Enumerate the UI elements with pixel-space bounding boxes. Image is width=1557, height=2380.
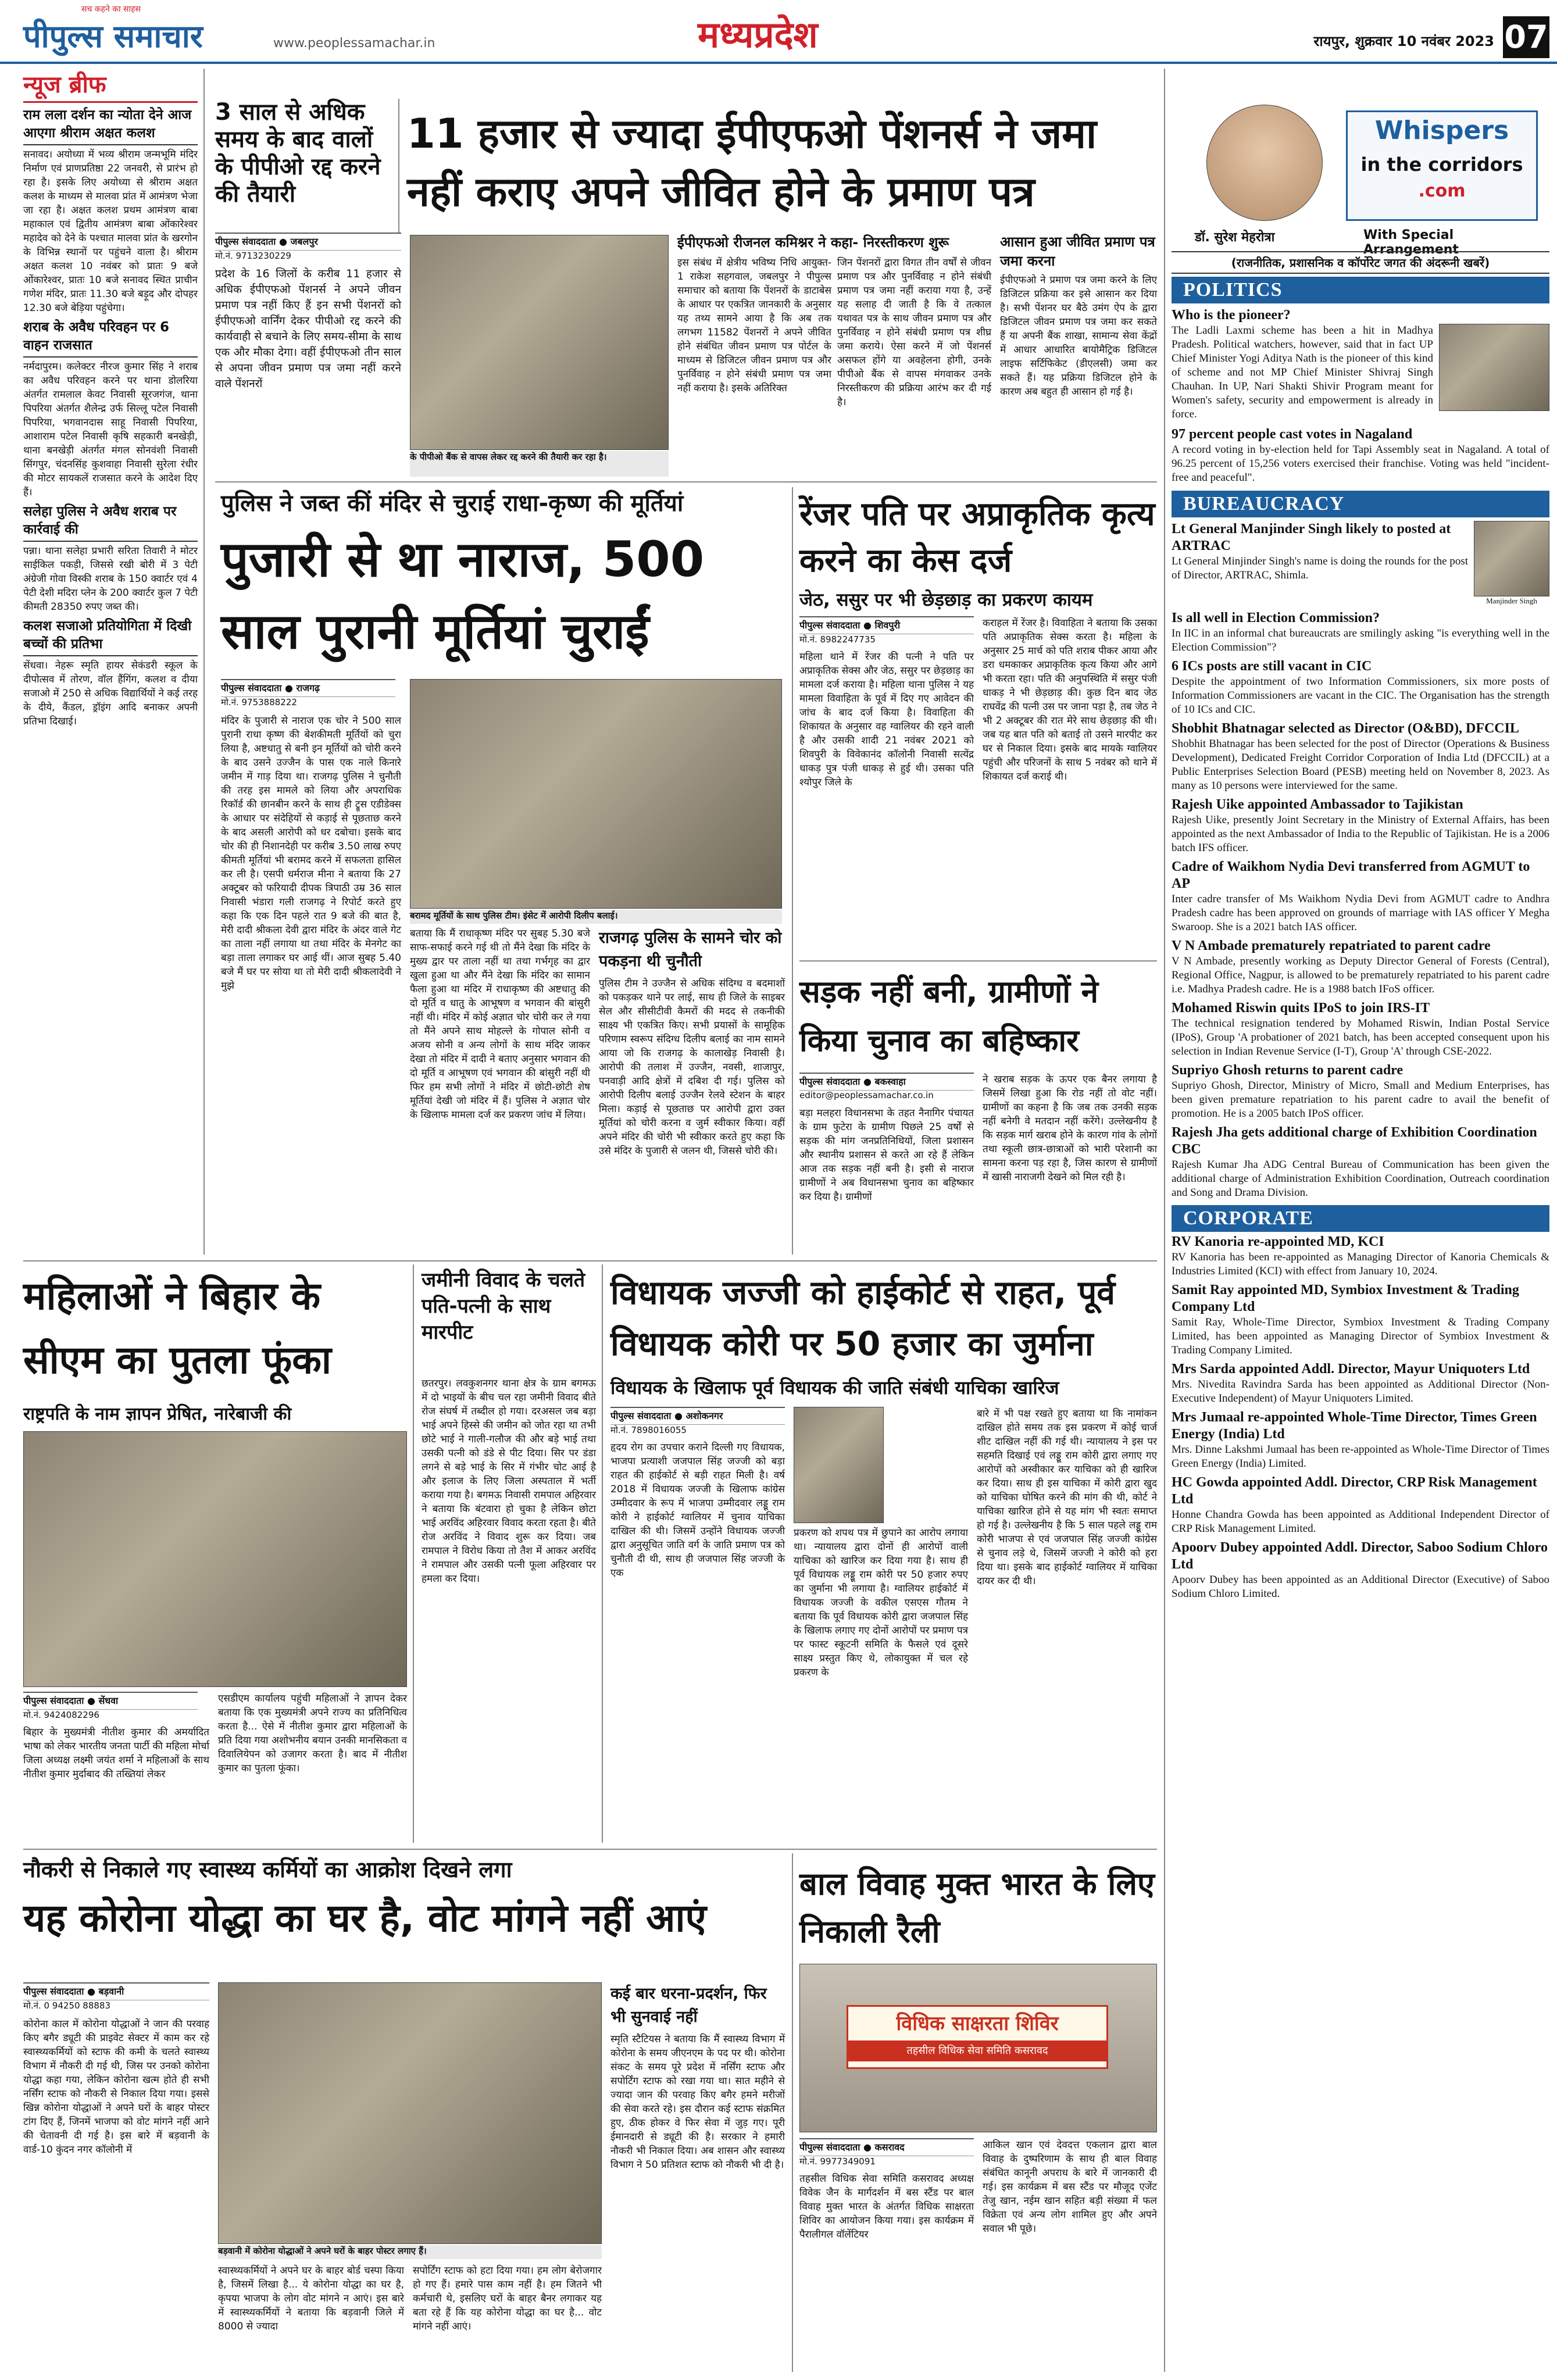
- whisper-body: The technical resignation tendered by Mohamed Riswin, Indian Postal Service (IPoS), Group 'A probationer of 2021 batch, has been accepted consequent upon his selection in Indian Revenue Service (I-T), Group 'A' through CSE-2022.: [1172, 1017, 1549, 1057]
- story8-photo-caption: बड़वानी में कोरोना योद्धाओं ने अपने घरों के बाहर पोस्टर लगाए हैं।: [218, 2245, 602, 2259]
- story5-byline: पीपुल्स संवाददाता ● सेंधवा: [23, 1692, 198, 1710]
- whisper-title: Supriyo Ghosh returns to parent cadre: [1172, 1063, 1404, 1078]
- brief-item: [23, 106, 201, 315]
- whisper-item: [1172, 795, 1549, 857]
- story4-headline: सड़क नहीं बनी, ग्रामीणों ने किया चुनाव का बहिष्कार: [799, 974, 1099, 1059]
- story2-photo: [410, 679, 782, 909]
- section-bar-bureaucracy: BUREAUCRACY: [1172, 491, 1549, 517]
- story5-deck: राष्ट्रपति के नाम ज्ञापन प्रेषित, नारेबाजी की: [23, 1404, 292, 1424]
- story2-subhead: राजगढ़ पुलिस के सामने चोर को पकड़ना थी चुनौती: [599, 929, 782, 970]
- whisper-title: V N Ambade prematurely repatriated to parent cadre: [1172, 938, 1491, 953]
- section-corporate: [1172, 1205, 1549, 1603]
- whisper-item: [1172, 857, 1549, 936]
- brief-body: सेंधवा। नेहरू स्मृति हायर सेकंडरी स्कूल के दीपोत्सव में तोरण, वॉल हैंगिंग, कलश व दीया सजाओ में 250 से अधिक विद्यार्थियों ने कई तरह के दीये, कैंडल, ड्रॉइंग आदि बनाकर अपनी प्रतिभा दिखाई।: [23, 660, 201, 727]
- story8-mobile: मो.नं. 0 94250 88883: [23, 2000, 110, 2011]
- story8-byline: पीपुल्स संवाददाता ● बड़वानी: [23, 1982, 209, 2000]
- story7-photo: [794, 1407, 884, 1523]
- story7-col2: प्रकरण को शपथ पत्र में छुपाने का आरोप लगाया था। न्यायालय द्वारा दोनों ही आरोपों वाली याचिका को खारिज कर दिया गया है। साथ ही पूर्व विधायक लड्डू राम कोरी पर 50 हजार रुपए का जुर्माना भी लगाया है। ग्वालियर हाईकोर्ट में विधायक जज्जी के वकील एसएस गौतम ने बताया कि पूर्व विधायक कोरी द्वारा जजपाल सिंह के खिलाफ लगाए गए दोनों आरोपों पर प्रमाण पत्र पर फास्ट स्कूटनी समिति के फैसले एवं दूसरे साक्ष्य प्रस्तुत किए थे, लोकायुक्त में चल रहे प्रकरण के: [794, 1527, 972, 1678]
- whisper-body: Despite the appointment of two Information Commissioners, six more posts of Information Commissioners are vacant in the CIC. The Organisation has the strength of 10 ICs and CIC.: [1172, 676, 1549, 716]
- story8-kicker: नौकरी से निकाले गए स्वास्थ्य कर्मियों का आक्रोश दिखने लगा: [23, 1857, 512, 1882]
- masthead: [0, 0, 1557, 64]
- whisper-body: Inter cadre transfer of Ms Waikhom Nydia Devi from AGMUT cadre to Andhra Pradesh cadre has been approved on grounds of marriage with IAS officer Y Megha Swaroop. She is a 2021 batch IAS officer.: [1172, 893, 1549, 933]
- whisper-title: HC Gowda appointed Addl. Director, CRP Risk Management Ltd: [1172, 1475, 1537, 1507]
- story1-col1: इस संबंध में क्षेत्रीय भविष्य निधि आयुक्त- 1 राकेश सहगवाल, जबलपुर ने पीपुल्स समाचार को बताया कि पेंशनरों के डाटाबेस के आधार पर एकत्रित जानकारी के अनुसार यह तथ्य सामने आया है कि अब तक लगभग 11582 पेंशनरों ने अपने जीवित होने संबंधित जीवन प्रमाण पत्र पोर्टल के माध्यम से डिजिटल जीवन प्रमाण पत्र और पुनर्विवाह न होने संबंधी प्रमाण पत्र जमा नहीं कराया है। इसके अतिरिक्त: [677, 257, 835, 394]
- story2-photo-caption: बरामद मूर्तियों के साथ पुलिस टीम। इंसेट में आरोपी दिलीप बलाई।: [410, 910, 782, 924]
- whisper-title: Is all well in Election Commission?: [1172, 610, 1380, 626]
- section-bar-politics: POLITICS: [1172, 277, 1549, 303]
- story9-mobile: मो.नं. 9977349091: [799, 2156, 876, 2167]
- story1-col3: ईपीएफओ ने प्रमाण पत्र जमा करने के लिए डिजिटल प्रक्रिया कर इसे आसान कर दिया है। सभी पेंशनर घर बैठे उमंग ऐप के द्वारा डिजिटल जीवन प्रमाण पत्र जमा कर सकते हैं या अपनी बैंक शाखा, सामान्य सेवा केंद्रों में आधार आधारित बायोमैट्रिक डिजिटल लाइफ सर्टिफिकेट (डीएलसी) जमा कर सकते हैं। यह प्रक्रिया डिजिटल होने के कारण अब बहुत ही आसान हो गई है।: [1000, 274, 1160, 398]
- whisper-title: Cadre of Waikhom Nydia Devi transferred from AGMUT to AP: [1172, 859, 1530, 891]
- story8-headline: यह कोरोना योद्धा का घर है, वोट मांगने नहीं आएं: [23, 1896, 706, 1941]
- dateline: रायपुर, शुक्रवार 10 नवंबर 2023: [1313, 33, 1494, 49]
- section-politics: [1172, 277, 1549, 487]
- whisper-title: Apoorv Dubey appointed Addl. Director, Saboo Sodium Chloro Ltd: [1172, 1540, 1548, 1572]
- brand-logo: पीपुल्स समाचार: [23, 18, 203, 55]
- whisper-title: RV Kanoria re-appointed MD, KCI: [1172, 1234, 1384, 1249]
- story2-headline: पुजारी से था नाराज, 500 साल पुरानी मूर्तियां चुराईं: [221, 531, 705, 660]
- story4-col2: ने खराब सड़क के ऊपर एक बैनर लगाया है जिसमें लिखा हुआ कि रोड नहीं तो वोट नहीं। ग्रामीणों का कहना है कि जब तक उनकी सड़क नहीं बनेगी वे मतदान नहीं करेंगे। उल्लेखनीय है कि सड़क मार्ग खराब होने के कारण गांव के लोगों तथा स्कूली छात्र-छात्राओं को भारी परेशानी का सामना करना पड़ रहा है, जिस कारण से ग्रामीणों में खासी नाराजगी देखने को मिल रही है।: [983, 1074, 1160, 1183]
- whisper-item: [1172, 1232, 1549, 1280]
- story1-byline: पीपुल्स संवाददाता ● जबलपुर: [215, 233, 401, 251]
- story1-subhead2: आसान हुआ जीवित प्रमाण पत्र जमा करना: [1000, 234, 1155, 269]
- whisper-title: Mrs Jumaal re-appointed Whole-Time Director, Times Green Energy (India) Ltd: [1172, 1410, 1537, 1442]
- whisper-body: Mrs. Dinne Lakshmi Jumaal has been re-appointed as Whole-Time Director of Times Green Energy (India) Limited.: [1172, 1443, 1549, 1470]
- story5-headline: महिलाओं ने बिहार के सीएम का पुतला फूंका: [23, 1274, 332, 1382]
- story7-col1: हृदय रोग का उपचार कराने दिल्ली गए विधायक, भाजपा प्रत्याशी जजपाल सिंह जज्जी को बड़ा राहत की हाईकोर्ट से बड़ी राहत मिली है। वर्ष 2018 में विधायक जज्जी के खिलाफ कांग्रेस उम्मीदवार के रूप में भाजपा उम्मीदवार लड्डू राम कोरी ने हाईकोर्ट ग्वालियर में चुनाव याचिका दाखिल की थी। जिसमें उन्होंने विधायक जज्जी द्वारा अनुसूचित जाति वर्ग के जाति प्रमाण पत्र को चुनौती दी थी, साथ ही जजपाल सिंह जज्जी के एक: [610, 1442, 788, 1579]
- story2-kicker: पुलिस ने जब्त कीं मंदिर से चुराई राधा-कृष्ण की मूर्तियां: [221, 490, 684, 517]
- whisper-body: [1172, 324, 1549, 421]
- story1-headline: 11 हजार से ज्यादा ईपीएफओ पेंशनर्स ने जमा नहीं कराए अपने जीवित होने के प्रमाण पत्र: [407, 110, 1097, 216]
- whisper-body: Rajesh Kumar Jha ADG Central Bureau of Communication has been given the additional charge of Administration Exhibition Coordination, Outreach coordination and Song and Drama Division.: [1172, 1159, 1549, 1199]
- banner-subtitle: तहसील विधिक सेवा समिति कसरावद: [848, 2040, 1106, 2061]
- whisper-title: Mrs Sarda appointed Addl. Director, Mayur Uniquoters Ltd: [1172, 1361, 1530, 1377]
- story7-mobile: मो.नं. 7898016055: [610, 1425, 687, 1435]
- news-brief-label: न्यूज ब्रीफ: [23, 69, 198, 103]
- whisper-title: Lt General Manjinder Singh likely to posted at ARTRAC: [1172, 521, 1451, 553]
- section-bar-corporate: CORPORATE: [1172, 1205, 1549, 1232]
- story8-col1: कोरोना काल में कोरोना योद्धाओं ने जान की परवाह किए बगैर ड्यूटी की प्राइवेट सेक्टर में काम कर रहे स्वास्थ्यकर्मियों को स्टाफ की कमी के चलते स्वास्थ्य विभाग में नौकरी दी गई थी, जिस पर उनको कोरोना योद्धा कहा गया, लेकिन कोरोना खत्म होते ही सभी नर्सिंग स्टाफ को नौकरी से निकाल दिया गया। इससे खिन्न कोरोना योद्धाओं ने अपने घरों के बाहर पोस्टर टांग दिए हैं, जिनमें भाजपा को वोट मांगने नहीं आने की चेतावनी दी गई है। इस बारे में बड़वानी के वार्ड-10 कुंदन नगर कॉलोनी में: [23, 2018, 213, 2156]
- brief-item: [23, 503, 201, 614]
- whisper-title: Mohamed Riswin quits IPoS to join IRS-IT: [1172, 1000, 1430, 1016]
- whisper-body: RV Kanoria has been re-appointed as Managing Director of Kanoria Chemicals & Industries Limited (KCI) with effect from January 10, 2024.: [1172, 1251, 1549, 1277]
- banner-title: विधिक साक्षरता शिविर: [896, 2012, 1059, 2035]
- whisper-body: Samit Ray, Whole-Time Director, Symbiox Investment & Trading Company Limited, has been appointed as Managing Director of Symbiox Investment & Trading Company Limited.: [1172, 1316, 1549, 1356]
- story1-body: प्रदेश के 16 जिलों के करीब 11 हजार से अधिक ईपीएफओ पेंशनर्स ने अपने जीवन प्रमाण पत्र नहीं किए हैं इन सभी पेंशनरों को ईपीएफओ वार्निंग देकर पीपीओ रद्द करने की कार्यवाही से बचाने के लिए समय-सीमा के साथ एक और मौका देगा। वहीं ईपीएफओ तीन साल से अपना जीवन प्रमाण पत्र जमा नहीं करने वाले पेंशनरों: [215, 267, 405, 390]
- story2-byline: पीपुल्स संवाददाता ● राजगढ़: [221, 679, 395, 697]
- brand-tagline: सच कहने का साहस: [81, 5, 141, 14]
- page-number: 07: [1503, 16, 1549, 58]
- whisper-title: Rajesh Uike appointed Ambassador to Tajikistan: [1172, 797, 1463, 812]
- whisper-title: Who is the pioneer?: [1172, 308, 1291, 323]
- whisper-body: Lt General Minjinder Singh's name is doing the rounds for the post of Director, ARTRAC, Shimla.: [1172, 555, 1468, 581]
- whisper-body: Mrs. Nivedita Ravindra Sarda has been appointed as Additional Director (Non-Executive Independent) of Mayur Uniquoters Limited.: [1172, 1378, 1549, 1405]
- story2-mobile: मो.नं. 9753888222: [221, 697, 297, 707]
- story2-col3: पुलिस टीम ने उज्जैन से अधिक संदिग्ध व बदमाशों को पकड़कर थाने पर लाई, साथ ही जिले के साइबर सेल और सीसीटीवी कैमरों की मदद से तकनीकी साक्ष्य भी एकत्रित किए। सभी प्रयासों के सामूहिक परिणाम स्वरूप संदिग्ध दिलीप बलाई का नाम सामने आया जो कि राजगढ़ के कालाखेड़ निवासी है। आरोपी की तलाश में उज्जैन, नवसी, शाजापुर, पनवाड़ी आदि क्षेत्रों में दबिश दी गई। पुलिस को आरोपी दिलीप बलाई उज्जैन रेलवे स्टेशन के बाहर मिला। कड़ाई से पूछताछ पर आरोपी द्वारा उक्त मूर्तियां को चोरी करना व जुर्म स्वीकार किया। वहीं अपने मंदिर की चोरी भी स्वीकार करते हुए कहा कि उसे मंदिर के पुजारी से जलन थी, जिससे चोरी की।: [599, 978, 788, 1157]
- section-title: मध्यप्रदेश: [698, 13, 818, 56]
- special-arrangement: With Special Arrangement: [1363, 228, 1459, 257]
- whisper-title: 97 percent people cast votes in Nagaland: [1172, 427, 1413, 442]
- story1-photo-caption: के पीपीओ बैंक से वापस लेकर रद्द करने की तैयारी कर रहा है।: [410, 451, 669, 477]
- story1-col2: जिन पेंशनरों द्वारा विगत तीन वर्षों से जीवन प्रमाण पत्र और पुनर्विवाह न होने संबंधी प्रमाण पत्र जमा नहीं कराया गया है, उन्हें यह सलाह दी जाती है कि वे तत्काल यथावत पत्र के साथ जीवन प्रमाण पत्र और पुनर्विवाह न होने संबंधी प्रमाण पत्र शीघ्र जमा कराये। ऐसा करने में जो पेंशनर्स असफल होंगे या अवहेलना होगी, उनके पीपीओ बैंक से वापस मंगवाकर उनके निरस्तीकरण की प्रक्रिया आरंभ कर दी गई है।: [837, 257, 995, 408]
- story8-photo: [218, 1982, 602, 2244]
- logo-line1: Whispers: [1374, 116, 1509, 145]
- columnist-photo: [1206, 105, 1323, 221]
- whisper-body-text: The Ladli Laxmi scheme has been a hit in Madhya Pradesh. Political watchers, however, said that in fact UP Chief Minister Yogi Aditya Nath is the pioneer of this kind of scheme and not MP Chief Minister Shivraj Singh Chauhan. In UP, Nari Shakti Shivir Program meant for Women's safety, security and empowerment is already in force.: [1172, 324, 1433, 420]
- story4-col1: बड़ा मलहरा विधानसभा के तहत नैनागिर पंचायत के ग्राम फुटेरा के ग्रामीण पिछले 25 वर्षों से सड़क की मांग जनप्रतिनिधियों, जिला प्रशासन और स्थानीय प्रशासन से करते आ रहे हैं लेकिन आज तक सड़क नहीं बनी है। इसी से नाराज ग्रामीणों ने अब विधानसभा चुनाव का बहिष्कार कर दिया है। ग्रामीणों: [799, 1107, 977, 1203]
- whisper-item: [1172, 1359, 1549, 1407]
- brief-body: सनावद। अयोध्या में भव्य श्रीराम जन्मभूमि मंदिर निर्माण एवं प्राणप्रतिष्ठा 22 जनवरी, से प्रारंभ हो रहा है। इसके लिए अयोध्या से श्रीराम अक्षत कलश के माध्यम से मालवा प्रांत में आमंत्रण भेजा जा रहा है। अक्षत कलश प्रथम आमंत्रण बाबा महाकाल एवं द्वितीय आमंत्रण बाबा ओंकारेश्वर महादेव को देने के पश्चात मालवा प्रांत के खरगोन के विभिन्न स्थानों पर पहुंचने वाला है। श्रीराम अक्षत कलश 10 नवंबर को प्रातः 9 बजे ओंकारेश्वर, प्रातः 10 बजे सनावद स्थित प्राचीन गणेश मंदिर, प्रातः 11.30 बजे बड़ूद और दोपहर 12.30 बजे बेड़िया पहुंचेगा।: [23, 149, 201, 314]
- whisper-body: Honne Chandra Gowda has been appointed as Additional Independent Director of CRP Risk Management Limited.: [1172, 1509, 1549, 1535]
- brief-body: नर्मदापुरम। कलेक्टर नीरज कुमार सिंह ने शराब का अवैध परिवहन करने पर थाना डोलरिया अंतर्गत रामलाल केवट निवासी सूरजगंज, थाना पिपरिया अंतर्गत शैलेन्द्र उर्फ सिल्लू पटेल निवासी पिपरिया, भगवानदास साहू निवासी पिपरिया, आशाराम पटेल निवासी कृषि सहकारी बनखेड़ी, थाना बनखेड़ी अंतर्गत मंगल सोनवंशी निवासी सिंगपुर, चंदनसिंह कुशवाहा निवासी सुरेला रंधीर की मोटर सायकलें राजसात करने के आदेश दिए हैं।: [23, 361, 201, 498]
- whisper-body: A record voting in by-election held for Tapi Assembly seat in Nagaland. A total of 96.25 percent of 15,256 voters exercised their franchise. Voting was held "incident-free and peaceful".: [1172, 444, 1549, 484]
- news-brief-column: [23, 69, 201, 1255]
- whisper-item: [1172, 936, 1549, 998]
- whisper-body: In IIC in an informal chat bureaucrats are smilingly asking "is everything well in the Election Commission"?: [1172, 627, 1549, 653]
- whisper-title: Samit Ray appointed MD, Symbiox Investment & Trading Company Ltd: [1172, 1282, 1519, 1314]
- manjinder-singh-photo: [1474, 521, 1549, 596]
- site-url[interactable]: www.peoplessamachar.in: [273, 36, 435, 51]
- whisper-item: [1172, 1060, 1549, 1123]
- story8-col2: स्वास्थ्यकर्मियों ने अपने घर के बाहर बोर्ड चस्पा किया है, जिसमें लिखा है... ये कोरोना योद्धा का घर है, कृपया भाजपा के लोग वोट मांगने न आएं। इस बारे में स्वास्थ्यकर्मियों ने बताया कि बड़वानी जिले में 8000 से ज्यादा: [218, 2265, 408, 2332]
- whisper-title: 6 ICs posts are still vacant in CIC: [1172, 659, 1372, 674]
- story5-col2: एसडीएम कार्यालय पहुंची महिलाओं ने ज्ञापन देकर बताया कि एक मुख्यमंत्री अपने राज्य का प्रतिनिधित्व करता है... ऐसे में नीतीश कुमार द्वारा महिलाओं के प्रति दिया गया अशोभनीय बयान उनकी मानसिकता व दिवालियेपन को उजागर करता है। बाद में नीतीश कुमार का पुतला फूंका।: [218, 1693, 410, 1774]
- whisper-title: Shobhit Bhatnagar selected as Director (O&BD), DFCCIL: [1172, 721, 1519, 736]
- whisper-item: [1172, 998, 1549, 1060]
- whispers-logo: [1346, 110, 1538, 221]
- story5-mobile: मो.नं. 9424082296: [23, 1710, 99, 1720]
- photo-label: Manjinder Singh: [1486, 596, 1537, 605]
- story3-headline: रेंजर पति पर अप्राकृतिक कृत्य करने का केस दर्ज: [799, 495, 1155, 580]
- logo-line2: in the corridors: [1360, 153, 1523, 176]
- story3-col1: महिला थाने में रेंजर की पत्नी ने पति पर अप्राकृतिक सेक्स और जेठ, ससुर पर छेड़छाड़ का मामला दर्ज कराया है। महिला थाना पुलिस ने यह मामला विवाहिता के पूर्व में दिए गए आवेदन की जांच के बाद दर्ज किया है। विवाहिता की शिकायत के अनुसार वह ग्वालियर की रहने वाली है और उसकी शादी 21 नवंबर 2021 को शिवपुरी के विवेकानंद कॉलोनी निवासी सत्येंद्र धाकड़ पुत्र पंजी धाकड़ से हुई थी। उसका पति श्योपुर जिले के: [799, 651, 977, 788]
- story6-headline: जमीनी विवाद के चलते पति-पत्नी के साथ मारपीट: [422, 1268, 585, 1344]
- brief-title: कलश सजाओ प्रतियोगिता में दिखी बच्चों की प्रतिभा: [23, 617, 198, 656]
- whisper-item: [1172, 719, 1549, 795]
- politics-photo: [1439, 324, 1549, 411]
- whisper-body: Shobhit Bhatnagar has been selected for the post of Director (Operations & Business Development), Dedicated Freight Corridor Corporation of India Ltd (DFCCIL) at a Public Enterprises Selection Board (PESB) meeting held on November 8, 2023. As many as 10 persons were interviewed for the same.: [1172, 738, 1549, 792]
- story1-subhead1: ईपीएफओ रीजनल कमिश्नर ने कहा- निरस्तीकरण शुरू: [677, 234, 949, 251]
- whisper-body: Supriyo Ghosh, Director, Ministry of Micro, Small and Medium Enterprises, has been given premature repatriation to his parent cadre to avail the benefit of promotion. He is a 2005 batch IPoS officer.: [1172, 1080, 1549, 1120]
- story1-kicker: 3 साल से अधिक समय के बाद वालों के पीपीओ रद्द करने की तैयारी: [215, 99, 381, 208]
- whisper-item: [1172, 656, 1549, 719]
- brief-title: शराब के अवैध परिवहन पर 6 वाहन राजसात: [23, 319, 198, 358]
- story9-headline: बाल विवाह मुक्त भारत के लिए निकाली रैली: [799, 1866, 1155, 1950]
- whispers-body: [1172, 277, 1549, 2370]
- story8-col3: सपोर्टिंग स्टाफ को हटा दिया गया। हम लोग बेरोजगार हो गए हैं। हमारे पास काम नहीं है। हम जितने भी कर्मचारी थे, इसलिए घरों के बाहर बैनर लगाकर यह बता रहे हैं कि यह कोरोना योद्धा का घर है... वोट मांगने नहीं आएं।: [413, 2265, 605, 2332]
- whisper-item: [1172, 608, 1549, 656]
- story8-subhead: कई बार धरना-प्रदर्शन, फिर भी सुनवाई नहीं: [610, 1985, 767, 2026]
- story3-deck: जेठ, ससुर पर भी छेड़छाड़ का प्रकरण कायम: [799, 589, 1093, 610]
- whisper-body: Rajesh Uike, presently Joint Secretary in the Ministry of External Affairs, has been appointed as the next Ambassador of India to the Republic of Tajikistan. He is a 2006 batch IFS officer.: [1172, 814, 1549, 854]
- whisper-item: [1172, 1123, 1549, 1202]
- story3-byline: पीपुल्स संवाददाता ● शिवपुरी: [799, 616, 974, 634]
- section-bureaucracy: [1172, 491, 1549, 1202]
- story1-photo: [410, 235, 669, 450]
- whisper-item: [1172, 1280, 1549, 1359]
- story7-headline: विधायक जज्जी को हाईकोर्ट से राहत, पूर्व विधायक कोरी पर 50 हजार का जुर्माना: [610, 1274, 1116, 1363]
- story5-photo: [23, 1431, 407, 1687]
- story7-deck: विधायक के खिलाफ पूर्व विधायक की जाति संबंधी याचिका खारिज: [610, 1377, 1059, 1399]
- story9-col1: तहसील विधिक सेवा समिति कसरावद अध्यक्ष विवेक जैन के मार्गदर्शन में बस स्टैंड पर बाल विवाह मुक्त भारत के अंतर्गत विधिक साक्षरता शिविर का आयोजन किया गया। इस कार्यक्रम में पैरालीगल वॉलेंटियर: [799, 2173, 977, 2240]
- story4-email[interactable]: editor@peoplessamachar.co.in: [799, 1090, 934, 1100]
- rally-banner: [847, 2005, 1108, 2069]
- story8-col4: स्मृति स्टैटियस ने बताया कि मैं स्वास्थ्य विभाग में कोरोना के समय जीएनएम के पद पर थी। कोरोना संकट के समय पूरे प्रदेश में नर्सिंग स्टाफ और सपोर्टिंग स्टाफ को रखा गया था। सात महीने से ज्यादा जान की परवाह किए बगैर हमने मरीजों की सेवा करते रहे। इस दौरान कई स्टाफ संक्रमित हुए, ठीक होकर वे फिर सेवा में जुड़ गए। पूरी ईमानदारी से ड्यूटी की है। सरकार ने हमारी नौकरी भी निकाल दिया। अब शासन और स्वास्थ्य विभाग ने 50 प्रतिशत स्टाफ को नौकरी भी दी है।: [610, 2034, 788, 2171]
- whisper-item: [1172, 1473, 1549, 1538]
- story7-byline: पीपुल्स संवाददाता ● अशोकनगर: [610, 1407, 785, 1425]
- brief-item: [23, 319, 201, 499]
- story4-byline: पीपुल्स संवाददाता ● बकस्वाहा: [799, 1073, 974, 1091]
- whisper-title: Rajesh Jha gets additional charge of Exhibition Coordination CBC: [1172, 1125, 1537, 1157]
- story5-col1: बिहार के मुख्यमंत्री नीतीश कुमार की अमर्यादित भाषा को लेकर भारतीय जनता पार्टी की महिला मोर्चा जिला अध्यक्ष लक्ष्मी जयंत शर्मा ने महिलाओं के साथ नीतीश कुमार मुर्दाबाद की तख्तियां लेकर: [23, 1727, 213, 1780]
- story2-col2: बताया कि मैं राधाकृष्ण मंदिर पर सुबह 5.30 बजे साफ-सफाई करने गई थी तो मैंने देखा कि मंदिर के मुख्य द्वार पर ताला नहीं था तथा गर्भगृह का द्वार खुला हुआ था और मैंने देखा कि मंदिर का सामान फैला हुआ था मंदिर में राधाकृष्ण की अष्टधातु की दो मूर्ति व धातु के आभूषण व भगवान की बांसुरी नहीं थी। मंदिर में कोई अज्ञात चोर चोरी कर ले गया तो मैंने अपने साथ मोहल्ले के गोपाल सोनी व अजय सोनी व अन्य लोगों के साथ मंदिर जाकर देखा तो मंदिर में दादी ने बताए अनुसार भगवान की दो मूर्ति व आभूषण एवं भगवान की बांसुरी नहीं थी फिर हम सभी लोगों ने मंदिर में छोटी-छोटी शेष मूर्तियां देखी जो मंदिर में हैं। पुलिस ने अज्ञात चोर के खिलाफ मामला दर्ज कर प्रकरण जांच में लिया।: [410, 928, 594, 1121]
- whispers-tagline: (राजनीतिक, प्रशासनिक व कॉर्पोरेट जगत की अंदरूनी खबरें): [1172, 251, 1549, 274]
- whisper-item: [1172, 1407, 1549, 1473]
- columnist-name: डॉ. सुरेश मेहरोत्रा: [1195, 230, 1275, 245]
- story9-byline: पीपुल्स संवाददाता ● कसरावद: [799, 2138, 974, 2156]
- logo-line3: .com: [1418, 181, 1466, 201]
- brief-title: सलेहा पुलिस ने अवैध शराब पर कार्रवाई की: [23, 503, 198, 542]
- whisper-item: [1172, 517, 1549, 608]
- brief-body: पन्ना। थाना सलेहा प्रभारी सरिता तिवारी ने मोटर साईकिल पकड़ी, जिससे रखी बोरी में 3 पेटी अंग्रेजी गोवा विस्की शराब के 150 क्वार्टर एवं 4 पेटी देशी मदिरा प्लेन के 200 क्वार्टर कुल 7 पेटी कीमती 28350 रुपए जब्त की।: [23, 545, 201, 613]
- whisper-body: Apoorv Dubey has been appointed as an Additional Director (Executive) of Saboo Sodium Chloro Limited.: [1172, 1574, 1549, 1600]
- story6-body: छतरपुर। लवकुशनगर थाना क्षेत्र के ग्राम बगमऊ में दो भाइयों के बीच चल रहा जमीनी विवाद बीते रोज संघर्ष में तब्दील हो गया। दरअसल जब बड़ा भाई अपने हिस्से की जमीन को जोत रहा था तभी छोटे भाई ने गाली-गलौज की और बड़े भाई तथा उसकी पत्नी को डंडे से पीट दिया। सिर पर डंडा लगने से बड़े भाई के सिर में गंभीर चोट आई है और इलाज के लिए जिला अस्पताल में भर्ती कराया गया है। बगमऊ निवासी रामपाल अहिरवार ने बताया कि बंटवारा हो चुका है लेकिन छोटा भाई अरविंद अहिरवार विवाद करता रहता है। बीते रोज अरविंद ने विवाद शुरू कर दिया। जब रामपाल ने विरोध किया तो तैश में आकर अरविंद ने रामपाल और उसकी पत्नी फूला अहिरवार पर हमला कर दिया।: [422, 1378, 599, 1585]
- whisper-body: V N Ambade, presently working as Deputy Director General of Forests (Central), Regional Office, Nagpur, is allowed to be prematurely repatriated to his parent cadre i.e. Madhya Pradesh cadre. He is a 1988 batch IFoS officer.: [1172, 955, 1549, 995]
- story9-col2: आकिल खान एवं देवदत्त एकलान द्वारा बाल विवाह के दुष्परिणाम के साथ ही बाल विवाह संबंधित कानूनी अपराध के बारे में जानकारी दी गई। इस कार्यक्रम में बस स्टैंड पर मौजूद एजेंट तेजु खान, नईम खान सहित बड़ी संख्या में फल विक्रेता एवं अन्य लोग शामिल हुए और अपने सवाल भी पूछे।: [983, 2139, 1160, 2235]
- whispers-column: [1172, 99, 1549, 2372]
- story3-col2: कराहल में रेंजर है। विवाहिता ने बताया कि उसका पति अप्राकृतिक सेक्स करता है। महिला के अनुसार 25 मार्च को पति शराब पीकर आया और डरा धमकाकर अप्राकृतिक कृत्य किया और आगे भी करता रहा। पति की अनुपस्थिति में ससुर पंजी धाकड़ ने भी छेड़छाड़ की। कुछ दिन बाद जेठ राघवेंद्र की पत्नी उस पर जाना पड़ा है, तब जेठ ने भी 2 अक्टूबर की रात मेरे साथ छेड़छाड़ की थी। जब यह बात पति को बताई तो उसने मारपीट कर घर से निकाल दिया। इसके बाद मायके ग्वालियर पहुंची और परिजनों के साथ 5 नवंबर को थाने में शिकायत दर्ज कराई थी।: [983, 617, 1160, 782]
- story2-col1: मंदिर के पुजारी से नाराज एक चोर ने 500 साल पुरानी राधा कृष्ण की बेशकीमती मूर्तियों को चुरा लिया है, अष्टधातु से बनी इन मूर्तियों को चोरी करने के बाद उसने उज्जैन के पास एक नाले किनारे जमीन में गाड़ दिया था। राजगढ़ पुलिस ने चुनौती की तरह इस मामले को लिया और अपराधिक रिकॉर्ड की छानबीन करने के साथ ही ट्रूस एडीडेक्स के आधार पर संदेहियों से कड़ाई से पूछताछ करने के बाद असली आरोपी को धर दबोचा। इसके बाद चोर की ही निशानदेही पर करीब 3.50 लाख रुपए कीमती मूर्तियां भी बरामद करने में सफलता हासिल कर ली है। एसपी धर्मराज मीना ने बताया कि 27 अक्टूबर को फरियादी दीपक त्रिपाठी उम्र 36 साल निवासी भंडारा गली राजगढ़ ने रिपोर्ट करते हुए कहा कि एक दिन पहले रात 9 बजे की बात है, मेरी दादी श्रीकला देवी द्वारा मंदिर के अंदर वाले गेट का ताला नहीं लगाया था तथा मंदिर के मेनगेट का बड़ा ताला लगाकर घर आई थीं। आज सुबह 5.40 बजे मैं घर पर सोया था तो मेरी दादी श्रीकलादेवी ने मुझे: [221, 715, 405, 992]
- story1-mobile: मो.नं. 9713230229: [215, 251, 291, 261]
- story3-mobile: मो.नं. 8982247735: [799, 634, 876, 645]
- story7-col3: बारे में भी पक्ष रखते हुए बताया था कि नामांकन दाखिल होते समय तक इस प्रकरण में कोई चार्ज शीट दाखिल नहीं की गई थी। न्यायालय ने इस पर सहमति दिखाई एवं लड्डू राम कोरी द्वारा लगाए गए आरोपों को अस्वीकार कर याचिका को ही खारिज कर दिया। साथ ही इस याचिका में कोरी द्वारा खुद को याचिका घोषित करने की मांग की थी, कोर्ट ने याचिका खारिज होने से यह मांग भी स्वतः समाप्त हो गई है। उल्लेखनीय है कि 5 साल पहले लड्डू राम कोरी भाजपा से एवं जजपाल सिंह जज्जी कांग्रेस से चुनाव लड़े थे, जिसमें जज्जी ने कोरी को हरा दिया था। इसके बाद हाईकोर्ट ग्वालियर में याचिका दायर कर दी थी।: [977, 1408, 1160, 1587]
- whisper-item: [1172, 424, 1549, 487]
- brief-title: राम लला दर्शन का न्योता देने आज आएगा श्रीराम अक्षत कलश: [23, 106, 198, 145]
- whisper-item: [1172, 1538, 1549, 1603]
- story9-photo: [799, 1964, 1157, 2132]
- brief-item: [23, 617, 201, 728]
- whisper-item: [1172, 303, 1549, 424]
